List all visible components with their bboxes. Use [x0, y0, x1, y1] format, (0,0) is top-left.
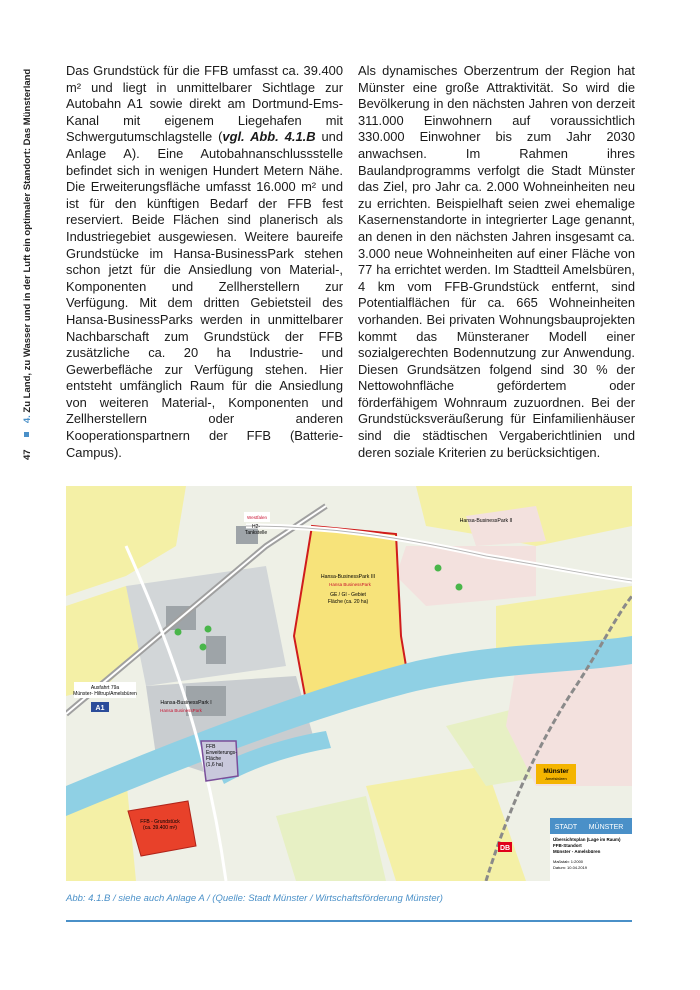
ext-label-2: Erweiterungs- [206, 750, 237, 756]
legend-line-2: FFB-Standort [553, 843, 582, 848]
ext-label: FFB [206, 744, 216, 750]
legend-line: Übersichtsplan (Lage im Raum) [553, 837, 621, 842]
marker-icon [205, 626, 212, 633]
bullet-square-icon [24, 432, 29, 437]
plot-label-2: (ca. 39.400 m²) [143, 825, 177, 831]
stadt-name-label: MÜNSTER [588, 824, 624, 831]
marker-icon [435, 565, 442, 572]
westfalen-label: Westfalen [247, 515, 267, 520]
marker-icon [200, 644, 207, 651]
text-column-right [358, 63, 635, 461]
hbp2-label: Hansa-BusinessPark II [459, 518, 513, 524]
stadt-label: STADT [554, 824, 578, 831]
hbp3-brand: Hansa BusinessPark [329, 582, 371, 587]
ext-label-4: (1,6 ha) [206, 762, 224, 768]
paragraph-text: Das Grundstück für die FFB umfasst ca. 39.400 m² und liegt in unmittelbarer Sichtlage zur Autobahn A1 sowie direkt am Dortmund-Ems-Kanal mit eigenem Liegehafen mit Schwergutumschlagstelle ( [66, 63, 343, 145]
footer-rule [66, 920, 632, 922]
db-label: DB [499, 845, 511, 852]
residential-area [396, 546, 536, 606]
exit-label-2: Münster- Hiltrup/Amelsbüren [73, 691, 137, 697]
running-header [22, 60, 36, 460]
plot-label: FFB - Grundstück [140, 819, 180, 825]
hbp3-label: Hansa-BusinessPark III [320, 574, 376, 580]
legend-line-3: Münster - Amelsbüren [553, 849, 601, 854]
hbp3-desc: GE / GI - Gebiet [330, 592, 366, 598]
building [206, 636, 226, 664]
section-title: Zu Land, zu Wasser und in der Luft ein optimaler Standort: Das Münsterland [22, 68, 33, 413]
figure-reference: vgl. Abb. 4.1.B [222, 129, 316, 145]
site-map [66, 486, 632, 881]
exit-label: Ausfahrt 79a [90, 685, 120, 691]
ext-label-3: Fläche [206, 756, 222, 762]
paragraph-text: und Anlage A). Eine Autobahnanschlussstelle befindet sich in wenigen Hundert Metern Nähe. Die Erweiterungsfläche umfasst 16.000 m² und ist für den künftigen Bedarf der FFB fest reserviert. Beide Flächen sind planerisch als Industriegebiet ausgewiesen. Weitere baureife Grundstücke im Hansa-BusinessPark stehen schon jetzt für die Ansiedlung von Material-, Komponenten und Zellherstellern zur Verfügung. Mit dem dritten Gebietsteil des Hansa-BusinessParks werden in unmittelbarer Nachbarschaft zum Grundstück der FFB zusätzliche ca. 20 ha Industrie- und Gewerbefläche zur Verfügung stehen. Hier entsteht umfänglich Raum für die Ansiedlung von weiteren Material-, Komponenten und Zellherstellern oder anderen Kooperationspartnern der FFB (Batterie-Campus). [66, 129, 343, 460]
paragraph [66, 63, 343, 461]
hbp1-label: Hansa-BusinessPark I [160, 700, 212, 706]
hbp1-brand: Hansa BusinessPark [160, 708, 202, 713]
text-column-left [66, 63, 343, 461]
section-number: 4. [22, 415, 33, 424]
h2-label: H2- [251, 524, 261, 530]
hbp3-desc-2: Fläche (ca. 20 ha) [327, 599, 369, 605]
industrial-area [126, 566, 286, 686]
marker-icon [175, 629, 182, 636]
a1-label: A1 [95, 705, 105, 712]
legend-date: Datum: 10.04.2019 [553, 865, 588, 870]
page-number: 47 [22, 449, 33, 460]
marker-icon [456, 584, 463, 591]
amelsbueren-label: Amelsbüren [545, 776, 567, 781]
paragraph: Als dynamisches Oberzentrum der Region hat Münster eine große Attraktivität. So wird die Bevölkerung in den nächsten Jahren von derzeit 311.000 Einwohnern auf voraussichtlich 330.000 Einwohner bis zum Jahr 2030 anwachsen. Im Rahmen ihres Baulandprogramms verfolgt die Stadt Münster das Ziel, pro Jahr ca. 2.000 Wohneinheiten neu zu errichten. Beispielhaft seien zwei ehemalige Kasernenstandorte in integrierter Lage genannt, an denen in den nächsten Jahren insgesamt ca. 3.000 neue Wohneinheiten auf einer Fläche von 77 ha errichtet werden. Im Stadtteil Amelsbüren, 4 km vom FFB-Grundstück entfernt, sind Potentialflächen für ca. 665 Wohneinheiten vorhanden. Bei privaten Wohnungsbauprojekten kommt das Münsteraner Modell einer sozialgerechten Bodennutzung zur Anwendung. Diesen Grundsätzen folgend sind 30 % der Nettowohnfläche gefördertem oder förderfähigem Wohnraum zuzuordnen. Bei der Grundstücksveräußerung für Einfamilienhäuser sind die städtischen Vergaberichtlinien und deren soziale Kriterien zu berücksichtigen. [358, 63, 635, 460]
figure-caption: Abb: 4.1.B / siehe auch Anlage A / (Quelle: Stadt Münster / Wirtschaftsförderung Münster) [66, 893, 443, 904]
h2-label-2: Tankstelle [244, 530, 268, 536]
legend-scale: Maßstab: 1:2000 [553, 859, 584, 864]
muenster-label: Münster [543, 768, 569, 775]
